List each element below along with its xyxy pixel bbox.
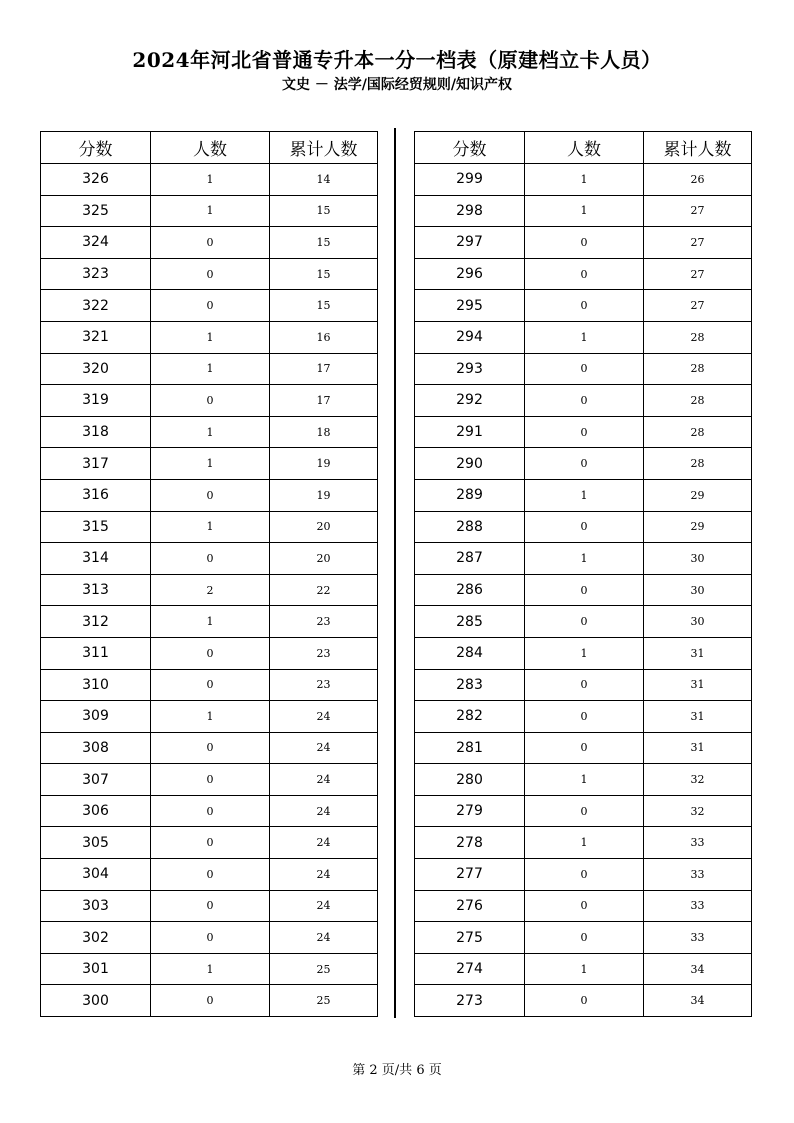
cell-count: 0 [525,922,644,954]
cell-count: 1 [525,164,644,196]
cell-cumulative: 27 [644,290,752,322]
cell-count: 0 [525,258,644,290]
table-row [415,543,752,575]
cell-count: 0 [525,385,644,417]
cell-score: 279 [415,795,525,827]
cell-count: 0 [151,637,270,669]
table-row [415,859,752,891]
cell-count: 0 [151,890,270,922]
cell-count: 0 [525,890,644,922]
cell-count: 0 [525,795,644,827]
cell-cumulative: 34 [644,953,752,985]
page-subtitle: 文史 － 法学/国际经贸规则/知识产权 [282,77,512,93]
cell-cumulative: 23 [270,669,378,701]
table-row [41,764,378,796]
cell-score: 302 [41,922,151,954]
cell-score: 306 [41,795,151,827]
cell-count: 1 [525,321,644,353]
cell-score: 289 [415,479,525,511]
table-row [41,258,378,290]
cell-score: 318 [41,416,151,448]
table-row [415,353,752,385]
cell-count: 0 [151,669,270,701]
cell-count: 0 [525,448,644,480]
cell-score: 321 [41,321,151,353]
cell-cumulative: 27 [644,258,752,290]
table-row [415,511,752,543]
cell-count: 1 [525,543,644,575]
cell-score: 296 [415,258,525,290]
table-row [41,448,378,480]
cell-score: 298 [415,195,525,227]
cell-score: 317 [41,448,151,480]
table-row [41,195,378,227]
table-row [41,416,378,448]
cell-cumulative: 33 [644,859,752,891]
cell-score: 286 [415,574,525,606]
cell-cumulative: 28 [644,385,752,417]
table-row [41,732,378,764]
cell-count: 1 [151,195,270,227]
cell-count: 0 [151,732,270,764]
table-row [415,321,752,353]
score-table-left [40,131,378,1017]
header-cumulative: 累计人数 [270,132,378,164]
cell-cumulative: 25 [270,985,378,1017]
table-row [41,385,378,417]
cell-cumulative: 30 [644,574,752,606]
cell-count: 0 [525,701,644,733]
cell-count: 1 [151,606,270,638]
cell-cumulative: 23 [270,606,378,638]
cell-score: 304 [41,859,151,891]
cell-score: 284 [415,637,525,669]
page-footer: 第 2 页/共 6 页 [352,1063,442,1078]
cell-score: 301 [41,953,151,985]
cell-score: 297 [415,227,525,259]
cell-count: 0 [151,922,270,954]
cell-cumulative: 24 [270,890,378,922]
table-row [415,606,752,638]
cell-count: 1 [525,953,644,985]
cell-count: 1 [151,416,270,448]
header-count: 人数 [151,132,270,164]
cell-count: 0 [151,795,270,827]
cell-count: 1 [525,764,644,796]
table-body-left [41,164,378,1017]
cell-score: 309 [41,701,151,733]
cell-cumulative: 18 [270,416,378,448]
cell-count: 0 [151,227,270,259]
cell-score: 319 [41,385,151,417]
table-row [41,479,378,511]
cell-cumulative: 27 [644,195,752,227]
cell-score: 292 [415,385,525,417]
cell-score: 314 [41,543,151,575]
cell-cumulative: 25 [270,953,378,985]
table-row [41,827,378,859]
table-row [41,922,378,954]
table-row [415,479,752,511]
cell-score: 282 [415,701,525,733]
table-row [41,290,378,322]
cell-count: 1 [151,701,270,733]
cell-score: 322 [41,290,151,322]
cell-cumulative: 27 [644,227,752,259]
table-row [415,701,752,733]
table-row [41,511,378,543]
cell-count: 1 [151,353,270,385]
cell-cumulative: 34 [644,985,752,1017]
cell-score: 278 [415,827,525,859]
table-row [41,953,378,985]
cell-cumulative: 30 [644,606,752,638]
cell-score: 291 [415,416,525,448]
cell-score: 275 [415,922,525,954]
cell-cumulative: 24 [270,732,378,764]
cell-cumulative: 24 [270,827,378,859]
cell-cumulative: 19 [270,448,378,480]
table-row [415,764,752,796]
cell-score: 305 [41,827,151,859]
table-row [415,985,752,1017]
cell-count: 0 [525,353,644,385]
cell-score: 308 [41,732,151,764]
cell-cumulative: 24 [270,922,378,954]
table-row [415,416,752,448]
cell-count: 0 [151,543,270,575]
cell-score: 276 [415,890,525,922]
table-row [41,606,378,638]
cell-count: 1 [525,827,644,859]
cell-score: 273 [415,985,525,1017]
cell-cumulative: 31 [644,637,752,669]
cell-count: 0 [525,669,644,701]
cell-count: 0 [151,385,270,417]
cell-score: 303 [41,890,151,922]
cell-cumulative: 30 [644,543,752,575]
cell-count: 1 [151,953,270,985]
header-count: 人数 [525,132,644,164]
cell-count: 0 [525,227,644,259]
cell-count: 0 [525,290,644,322]
cell-count: 0 [525,859,644,891]
cell-score: 325 [41,195,151,227]
cell-cumulative: 29 [644,479,752,511]
table-row [41,353,378,385]
cell-cumulative: 16 [270,321,378,353]
cell-score: 316 [41,479,151,511]
table-row [41,227,378,259]
table-row [415,637,752,669]
cell-score: 323 [41,258,151,290]
cell-count: 0 [151,479,270,511]
table-row [415,890,752,922]
cell-count: 1 [525,637,644,669]
table-row [415,732,752,764]
cell-score: 290 [415,448,525,480]
table-row [41,164,378,196]
table-row [415,164,752,196]
cell-cumulative: 31 [644,669,752,701]
cell-score: 312 [41,606,151,638]
cell-cumulative: 31 [644,701,752,733]
cell-count: 1 [151,321,270,353]
cell-cumulative: 17 [270,353,378,385]
cell-count: 0 [525,606,644,638]
score-table-right [414,131,752,1017]
cell-cumulative: 15 [270,290,378,322]
table-header-row [415,132,752,164]
cell-count: 0 [151,290,270,322]
cell-count: 0 [525,511,644,543]
cell-score: 311 [41,637,151,669]
cell-score: 320 [41,353,151,385]
cell-cumulative: 33 [644,922,752,954]
cell-score: 281 [415,732,525,764]
cell-score: 315 [41,511,151,543]
table-row [415,574,752,606]
table-row [41,543,378,575]
cell-count: 0 [525,416,644,448]
cell-score: 283 [415,669,525,701]
table-row [41,637,378,669]
cell-score: 299 [415,164,525,196]
cell-cumulative: 28 [644,416,752,448]
table-row [415,669,752,701]
table-row [415,290,752,322]
cell-score: 293 [415,353,525,385]
table-row [415,827,752,859]
cell-cumulative: 31 [644,732,752,764]
table-row [415,385,752,417]
cell-cumulative: 23 [270,637,378,669]
table-row [415,953,752,985]
table-row [41,321,378,353]
cell-cumulative: 24 [270,795,378,827]
table-row [41,985,378,1017]
cell-cumulative: 22 [270,574,378,606]
cell-count: 0 [151,258,270,290]
cell-cumulative: 17 [270,385,378,417]
header-cumulative: 累计人数 [644,132,752,164]
cell-count: 0 [525,732,644,764]
cell-count: 1 [525,195,644,227]
table-row [41,795,378,827]
cell-cumulative: 24 [270,764,378,796]
table-body-right [415,164,752,1017]
cell-score: 287 [415,543,525,575]
cell-count: 0 [151,827,270,859]
cell-cumulative: 15 [270,195,378,227]
table-row [415,227,752,259]
cell-score: 326 [41,164,151,196]
cell-score: 310 [41,669,151,701]
cell-score: 294 [415,321,525,353]
cell-count: 0 [525,574,644,606]
table-row [41,669,378,701]
cell-count: 0 [151,764,270,796]
table-row [41,890,378,922]
cell-score: 313 [41,574,151,606]
cell-count: 1 [151,448,270,480]
cell-cumulative: 32 [644,795,752,827]
cell-cumulative: 33 [644,827,752,859]
table-row [415,195,752,227]
cell-cumulative: 33 [644,890,752,922]
header-score: 分数 [415,132,525,164]
cell-count: 0 [151,859,270,891]
cell-score: 274 [415,953,525,985]
table-row [41,574,378,606]
cell-score: 285 [415,606,525,638]
cell-count: 0 [151,985,270,1017]
table-row [41,701,378,733]
cell-score: 324 [41,227,151,259]
cell-cumulative: 19 [270,479,378,511]
cell-cumulative: 24 [270,859,378,891]
table-row [415,922,752,954]
cell-cumulative: 28 [644,448,752,480]
cell-score: 277 [415,859,525,891]
cell-cumulative: 15 [270,258,378,290]
cell-cumulative: 24 [270,701,378,733]
table-row [415,795,752,827]
column-divider [394,128,396,1018]
cell-cumulative: 14 [270,164,378,196]
cell-cumulative: 20 [270,511,378,543]
cell-score: 300 [41,985,151,1017]
cell-cumulative: 28 [644,353,752,385]
cell-count: 1 [525,479,644,511]
cell-cumulative: 26 [644,164,752,196]
cell-count: 1 [151,511,270,543]
cell-count: 1 [151,164,270,196]
cell-count: 2 [151,574,270,606]
cell-score: 307 [41,764,151,796]
table-row [415,448,752,480]
table-row [415,258,752,290]
cell-score: 288 [415,511,525,543]
cell-count: 0 [525,985,644,1017]
cell-cumulative: 32 [644,764,752,796]
cell-cumulative: 15 [270,227,378,259]
cell-cumulative: 29 [644,511,752,543]
header-score: 分数 [41,132,151,164]
table-row [41,859,378,891]
cell-cumulative: 28 [644,321,752,353]
cell-score: 280 [415,764,525,796]
cell-score: 295 [415,290,525,322]
cell-cumulative: 20 [270,543,378,575]
table-header-row [41,132,378,164]
page-title: 2024年河北省普通专升本一分一档表（原建档立卡人员） [132,48,662,72]
